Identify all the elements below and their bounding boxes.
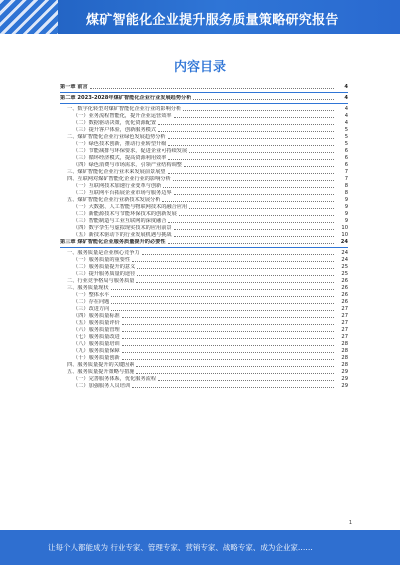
toc-leader-dots [158,379,334,381]
toc-entry[interactable] [60,225,348,232]
toc-leader-dots [111,302,334,304]
toc-entry-title: （一）大数据、人工智能与物联网技术的融合应用 [73,204,188,210]
toc-entry-page: 4 [344,106,348,112]
toc-entry-page: 28 [341,355,348,361]
chapter-divider [60,92,348,93]
toc-entry-page: 26 [341,278,348,284]
toc-entry-title: 二、行业竞争格局与服务质量 [67,278,135,284]
toc-entry-page: 27 [341,306,348,312]
toc-entry-page: 25 [341,264,348,270]
toc-entry[interactable] [60,141,348,148]
toc-entry[interactable] [60,95,348,102]
toc-leader-dots [122,330,334,332]
toc-entry-page: 7 [344,176,348,182]
toc-leader-dots [189,151,334,153]
toc-leader-dots [168,158,334,160]
toc-entry-title: （十）服务质量创新 [73,355,120,361]
toc-entry-title: （一）互联网技术加速行业变革与创新 [73,183,162,189]
toc-entry-page: 4 [344,120,348,126]
toc-entry[interactable] [60,250,348,257]
toc-leader-dots [162,200,334,202]
toc-leader-dots [122,323,334,325]
toc-entry[interactable] [60,334,348,341]
toc-entry-title: （三）循环经济模式，提高资源利用效率 [73,155,167,161]
toc-entry-page: 5 [344,141,348,147]
toc-leader-dots [111,288,334,290]
toc-leader-dots [168,172,334,174]
toc-entry-title: 第三章 煤矿智能化企业服务质量提升的必要性 [60,239,166,245]
toc-entry[interactable] [60,383,348,390]
toc-entry[interactable] [60,84,348,91]
toc-entry-title: 三、服务质量现状 [67,285,109,291]
toc-entry-title: （五）新技术驱动下的行业发展机遇与挑战 [73,232,172,238]
toc-leader-dots [122,337,334,339]
toc-entry-title: （一）绿色技术创新，推动行业转型升级 [73,141,167,147]
toc-entry-title: （三）提升客户体验，创新服务模式 [73,127,157,133]
toc-entry-title: 五、服务质量提升策略与措施 [67,369,135,375]
toc-leader-dots [168,144,334,146]
toc-leader-dots [163,186,334,188]
toc-entry-title: 一、数字化转型对煤矿智能化企业行业的影响分析 [67,106,182,112]
toc-entry[interactable] [60,292,348,299]
toc-entry-page: 29 [341,376,348,382]
toc-entry[interactable] [60,362,348,369]
toc-entry-page: 28 [341,362,348,368]
toc-entry-page: 8 [344,183,348,189]
toc-entry-title: （二）存在问题 [73,299,110,305]
toc-entry[interactable] [60,341,348,348]
toc-entry[interactable] [60,313,348,320]
toc-entry[interactable] [60,134,348,141]
toc-leader-dots [137,274,334,276]
footer-slogan: 让每个人都能成为 行业专家、管理专家、营销专家、战略专家、成为企业家…… [48,543,313,552]
toc-entry-page: 7 [344,169,348,175]
toc-entry[interactable] [60,320,348,327]
toc-entry-title: （五）服务质量评价 [73,320,120,326]
toc-entry[interactable] [60,169,348,176]
toc-entry-page: 28 [341,341,348,347]
toc-leader-dots [174,228,334,230]
toc-heading: 内容目录 [173,60,226,75]
toc-entry-page: 25 [341,271,348,277]
toc-entry-page: 9 [344,204,348,210]
toc-entry-title: （二）加强服务人员培训 [73,383,131,389]
toc-leader-dots [136,281,334,283]
report-title: 煤矿智能化企业提升服务质量策略研究报告 [86,13,339,28]
toc-entry[interactable] [60,176,348,183]
toc-entry[interactable] [60,183,348,190]
toc-leader-dots [136,365,334,367]
toc-entry-page: 27 [341,327,348,333]
toc-entry[interactable] [60,120,348,127]
toc-entry-page: 4 [344,113,348,119]
toc-entry-title: （四）数字孪生与虚拟现实技术的应用前景 [73,225,172,231]
toc-entry-page: 10 [341,225,348,231]
toc-entry-page: 28 [341,348,348,354]
toc-entry-title: （三）提升服务质量的途径 [73,271,136,277]
toc-leader-dots [111,295,334,297]
toc-leader-dots [122,358,334,360]
toc-leader-dots [183,109,334,111]
toc-leader-dots [90,87,334,89]
toc-entry-title: （一）完善服务体系，优化服务流程 [73,376,157,382]
toc-entry-title: 第二章 2023-2028年煤矿智能化企业行业发展趋势分析 [60,95,192,101]
toc-leader-dots [168,242,334,244]
toc-entry[interactable] [60,113,348,120]
toc-leader-dots [137,267,334,269]
toc-entry[interactable] [60,232,348,239]
toc-entry-page: 4 [344,95,348,101]
toc-entry[interactable] [60,278,348,285]
toc-entry-title: （九）服务质量保障 [73,348,120,354]
toc-entry-title: 五、煤矿智能化企业行业新技术发展分析 [67,197,161,203]
toc-entry-title: （一）业务流程智能化，提升企业运营效率 [73,113,172,119]
toc-leader-dots [173,179,334,181]
toc-entry[interactable] [60,376,348,383]
toc-entry-title: （三）智能制造与工业互联网的深度融合 [73,218,167,224]
toc-entry-page: 26 [341,299,348,305]
toc-entry-title: 四、服务质量提升的关键因素 [67,362,135,368]
toc-entry[interactable] [60,162,348,169]
toc-entry-page: 8 [344,190,348,196]
toc-entry-page: 27 [341,313,348,319]
toc-entry-title: （六）服务质量管理 [73,327,120,333]
toc-entry[interactable] [60,204,348,211]
toc-entry[interactable] [60,190,348,197]
toc-leader-dots [111,309,334,311]
toc-entry-title: （四）绿色消费与市场需求，引领产业结构调整 [73,162,182,168]
toc-entry-page: 6 [344,155,348,161]
toc-entry[interactable] [60,211,348,218]
toc-entry-page: 9 [344,211,348,217]
toc-entry[interactable] [60,264,348,271]
toc-entry-title: （一）整体水平 [73,292,110,298]
chapter-divider [60,247,348,248]
toc-entry-title: 一、服务质量是企业核心竞争力 [67,250,140,256]
toc-entry[interactable] [60,299,348,306]
toc-entry-page: 29 [341,383,348,389]
toc-entry[interactable] [60,239,348,246]
toc-entry[interactable] [60,348,348,355]
toc-entry[interactable] [60,306,348,313]
toc-entry-page: 26 [341,285,348,291]
toc-entry-title: （八）服务质量培训 [73,341,120,347]
toc-entry[interactable] [60,127,348,134]
header-banner [0,0,400,34]
toc-leader-dots [174,116,334,118]
toc-entry-title: （一）服务质量的重要性 [73,257,131,263]
toc-entry-page: 26 [341,292,348,298]
toc-leader-dots [158,130,334,132]
toc-entry[interactable] [60,218,348,225]
toc-entry[interactable] [60,106,348,113]
toc-leader-dots [174,193,334,195]
toc-leader-dots [179,214,334,216]
toc-entry-title: （二）数据驱动决策，优化资源配置 [73,120,157,126]
toc-entry[interactable] [60,285,348,292]
toc-entry-page: 24 [340,239,348,245]
toc-leader-dots [174,235,334,237]
toc-entry[interactable] [60,327,348,334]
toc-leader-dots [132,260,334,262]
toc-entry-page: 4 [344,84,348,90]
toc-leader-dots [122,316,334,318]
toc-leader-dots [122,351,334,353]
table-of-contents [60,84,348,514]
toc-leader-dots [184,165,334,167]
toc-entry-title: 四、互联网对煤矿智能化企业行业的影响分析 [67,176,171,182]
toc-entry-title: （二）节能减排与环保要求，促进企业可持续发展 [73,148,188,154]
toc-entry-title: （二）互联网平台拓展企业市场与服务边界 [73,190,172,196]
toc-entry-title: 二、煤矿智能化企业行业绿色发展趋势分析 [67,134,166,140]
toc-entry[interactable] [60,257,348,264]
toc-entry-page: 10 [341,232,348,238]
toc-entry-title: 第一章 前言 [60,84,88,90]
toc-entry-page: 6 [344,148,348,154]
toc-entry-page: 9 [344,197,348,203]
toc-entry[interactable] [60,155,348,162]
toc-leader-dots [132,386,334,388]
toc-leader-dots [122,344,334,346]
toc-entry-title: （七）服务质量改进 [73,334,120,340]
toc-entry[interactable] [60,148,348,155]
toc-entry-page: 29 [341,369,348,375]
toc-entry-page: 6 [344,162,348,168]
toc-entry-title: 三、煤矿智能化企业行业未来发展前景展望 [67,169,166,175]
toc-entry[interactable] [60,197,348,204]
toc-entry-page: 27 [341,334,348,340]
header-stripe-decoration [0,0,58,34]
toc-entry-page: 24 [341,257,348,263]
toc-entry[interactable] [60,271,348,278]
toc-entry[interactable] [60,355,348,362]
toc-entry-title: （四）服务质量标准 [73,313,120,319]
toc-leader-dots [193,98,334,100]
toc-entry-title: （二）服务质量提升的意义 [73,264,136,270]
toc-entry-page: 24 [341,250,348,256]
chapter-divider [60,103,348,104]
toc-entry-page: 9 [344,218,348,224]
toc-leader-dots [142,253,334,255]
toc-leader-dots [168,221,334,223]
toc-entry-title: （二）新能源技术与节能环保技术的创新发展 [73,211,177,217]
toc-entry-title: （三）改进方向 [73,306,110,312]
toc-entry[interactable] [60,369,348,376]
page-number: 1 [348,520,352,526]
toc-entry-page: 27 [341,320,348,326]
toc-leader-dots [168,137,334,139]
toc-leader-dots [189,207,334,209]
toc-entry-page: 5 [344,127,348,133]
toc-leader-dots [158,123,334,125]
toc-leader-dots [136,372,334,374]
toc-entry-page: 5 [344,134,348,140]
footer-banner [0,530,400,565]
